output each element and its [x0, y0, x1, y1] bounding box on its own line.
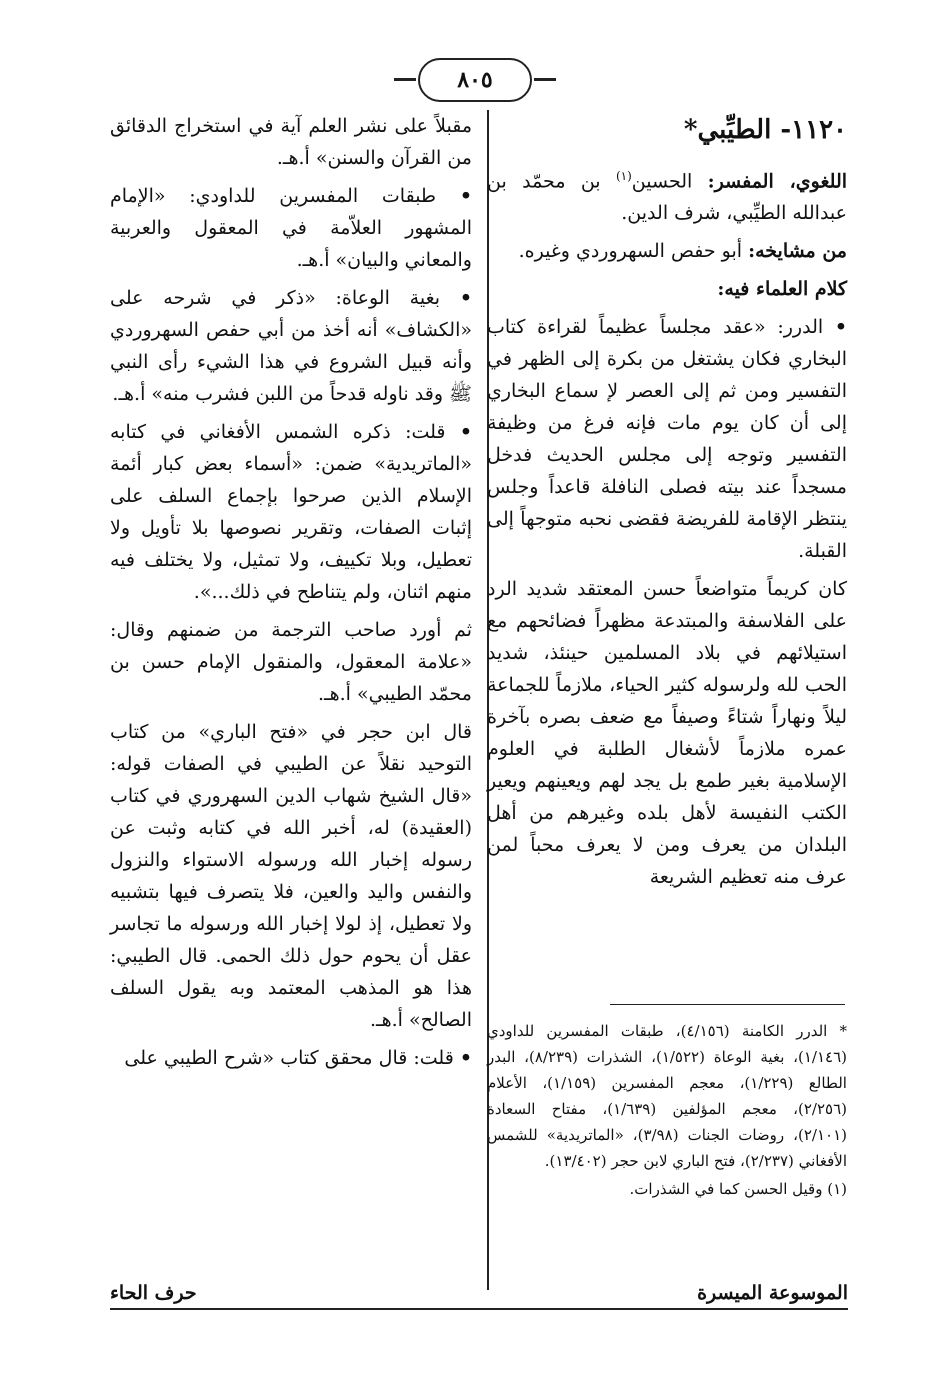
- paragraph-teachers: [487, 235, 847, 267]
- bullet-icon: •: [459, 287, 472, 309]
- paragraph-character: كان كريماً متواضعاً حسن المعتقد شديد الرد على الفلاسفة والمبتدعة مظهراً فضائحهم مع استيلائهم في بلاد المسلمين حينئذ، شديد الحب لله ولرسوله كثير الحياء، ملازماً للجماعة ليلاً ونهاراً شتاءً وصيفاً مع ضعف بصره بآخرة عمره ملازماً لأشغال الطلبة في العلوم الإسلامية بغير طمع بل يجد لهم ويعينهم ويعير الكتب النفيسة لأهل بلده وغيرهم من أهل البلدان من يعرف ومن لا يعرف محباً لمن عرف منه تعظيم الشريعة: [487, 578, 847, 889]
- bullet-icon: •: [459, 421, 472, 443]
- muhaqqiq-text: قلت: قال محقق كتاب «شرح الطيبي على: [124, 1047, 454, 1069]
- paragraph-identity: [487, 160, 847, 229]
- paragraph-afghani: [110, 416, 472, 608]
- label-teachers: من مشايخه:: [748, 240, 847, 263]
- paragraph-durar: [487, 311, 847, 567]
- footnote-ref: (١): [615, 169, 632, 183]
- bullet-icon: •: [459, 1047, 472, 1069]
- left-column: [110, 110, 472, 1080]
- letter-section: حرف الحاء: [110, 1282, 203, 1304]
- label-scholars-said: كلام العلماء فيه:: [717, 278, 847, 301]
- dawudi-text: طبقات المفسرين للداودي: «الإمام المشهور العلاّمة في المعقول والعربية والمعاني والبيان» أ.هـ.: [110, 185, 472, 271]
- footnote-rule: [610, 1004, 845, 1005]
- label-linguist: اللغوي، المفسر:: [707, 170, 848, 193]
- entry-title: ١١٢٠- الطيِّبي*: [683, 115, 847, 145]
- teachers-text: أبو حفص السهروردي وغيره.: [518, 240, 743, 263]
- page-number: ٨٠٥: [418, 58, 532, 102]
- paragraph-continued: مقبلاً على نشر العلم آية في استخراج الدقائق من القرآن والسنن» أ.هـ.: [110, 115, 472, 169]
- afghani-text: قلت: ذكره الشمس الأفغاني في كتابه «الماتريدية» ضمن: «أسماء بعض كبار أئمة الإسلام الذين صرحوا بإجماع السلف على إثبات الصفات، وتقرير نصوصها بلا تأويل ولا تعطيل، وبلا تكييف، ولا تمثيل، ولا يختلف فيه منهم اثنان، ولم يتناطح في ذلك...».: [110, 421, 472, 603]
- name-text-rest: بن محمّد بن عبدالله الطيِّبي، شرف الدين.: [487, 170, 847, 225]
- footnotes: [487, 1018, 847, 1204]
- bughya-text: بغية الوعاة: «ذكر في شرحه على «الكشاف» أنه أخذ من أبي حفص السهروردي وأنه قبيل الشروع في هذا الشيء رأى النبي ﷺ وقد ناوله قدحاً من اللبن فشرب منه» أ.هـ.: [110, 287, 472, 405]
- paragraph-listing: ثم أورد صاحب الترجمة من ضمنهم وقال: «علامة المعقول، والمنقول الإمام حسن بن محمّد الطيبي» أ.هـ.: [110, 619, 472, 705]
- footnote-sources: * الدرر الكامنة (٤/١٥٦)، طبقات المفسرين للداودي (١/١٤٦)، بغية الوعاة (١/٥٢٢)، الشذرات (٨/٢٣٩)، البدر الطالع (١/٢٢٩)، معجم المفسرين (١/١٥٩)، الأعلام (٢/٢٥٦)، معجم المؤلفين (١/٦٣٩)، مفتاح السعادة (٢/١٠١)، روضات الجنات (٣/٩٨)، «الماتريدية» للشمس الأفغاني (٢/٢٣٧)، فتح الباري لابن حجر (١٣/٤٠٢).: [487, 1022, 847, 1170]
- footnote-1: (١) وقيل الحسن كما في الشذرات.: [629, 1180, 847, 1198]
- encyclopedia-title: الموسوعة الميسرة: [691, 1282, 848, 1304]
- name-text: الحسين: [631, 170, 693, 193]
- right-column: [487, 110, 847, 899]
- page-footer: [110, 1278, 848, 1310]
- bullet-icon: •: [834, 316, 847, 339]
- paragraph-bughya: [110, 282, 472, 410]
- bullet-icon: •: [459, 185, 472, 207]
- durar-text: الدرر: «عقد مجلساً عظيماً لقراءة كتاب البخاري فكان يشتغل من بكرة إلى الظهر في التفسير ومن ثم إلى العصر لإ سماع البخاري إلى أن كان يوم مات فإنه فرغ من وظيفة التفسير وتوجه إلى مجلس الحديث فدخل مسجداً عند بيته فصلى النافلة قاعداً وجلس ينتظر الإقامة للفريضة فقضى نحبه متوجهاً إلى القبلة.: [487, 316, 847, 563]
- paragraph-muhaqqiq: [110, 1042, 472, 1074]
- paragraph-dawudi: [110, 180, 472, 276]
- paragraph-ibn-hajar: قال ابن حجر في «فتح الباري» من كتاب التوحيد نقلاً عن الطيبي في الصفات قوله: «قال الشيخ شهاب الدين السهروري في كتاب (العقيدة) له، أخبر الله في كتابه وثبت عن رسوله إخبار الله ورسوله الاستواء والنزول والنفس واليد والعين، فلا يتصرف فيها بتشبيه ولا تعطيل، إذ لولا إخبار الله ورسوله ما تجاسر عقل أن يحوم حول ذلك الحمى. قال الطيبي: هذا هو المذهب المعتمد وبه يقول السلف الصالح» أ.هـ.: [110, 721, 472, 1031]
